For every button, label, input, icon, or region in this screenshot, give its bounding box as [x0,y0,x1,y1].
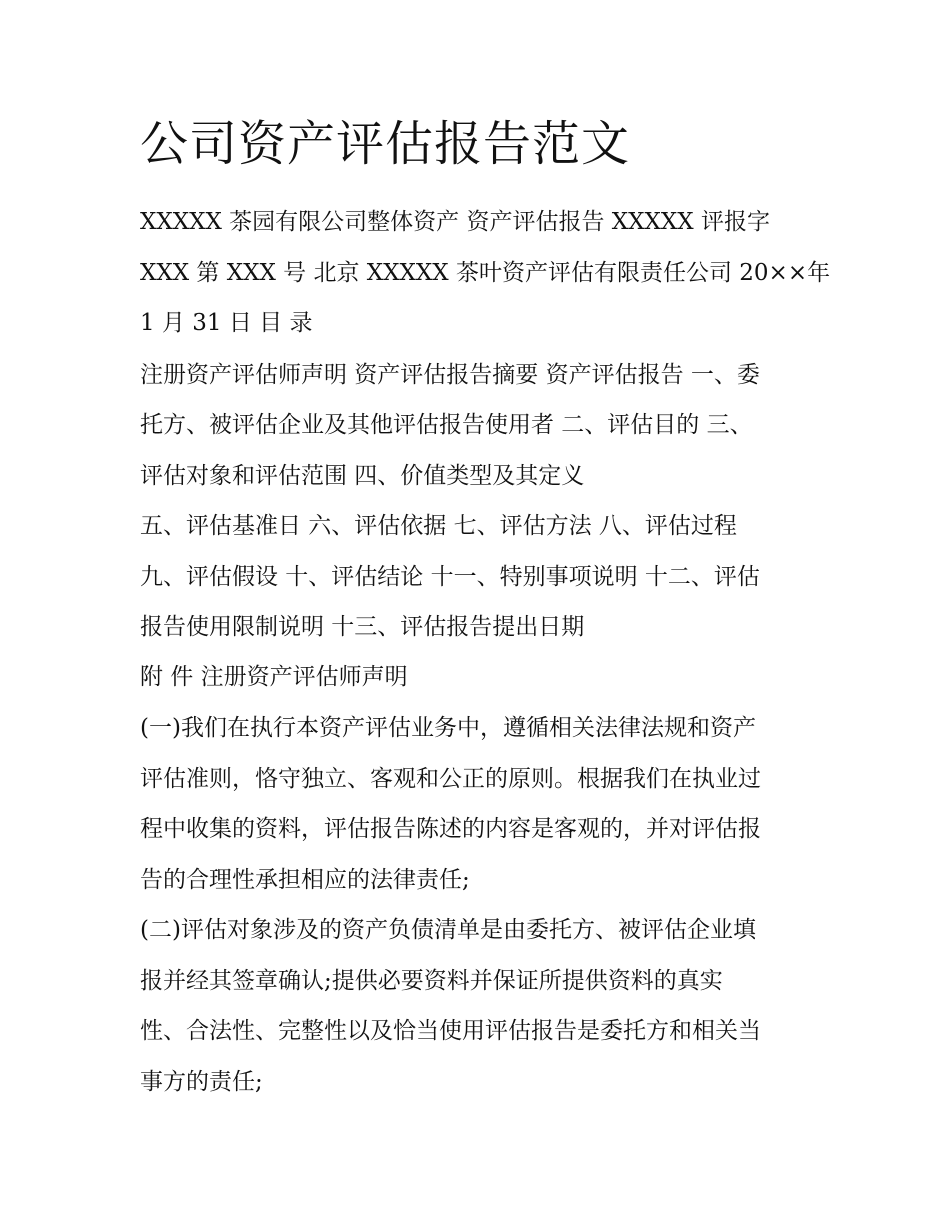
text-line: 性、合法性、完整性以及恰当使用评估报告是委托方和相关当 [140,1018,761,1044]
text-line: 报并经其签章确认;提供必要资料并保证所提供资料的真实 [140,968,723,994]
text-line: 程中收集的资料，评估报告陈述的内容是客观的，并对评估报 [140,816,761,842]
text-line: 评估准则，恪守独立、客观和公正的原则。根据我们在执业过 [140,766,761,792]
text-line: 告的合理性承担相应的法律责任; [140,867,470,893]
text-line: XXXXX 茶园有限公司整体资产 资产评估报告 XXXXX 评报字 [140,209,770,235]
text-line: 九、评估假设 十、评估结论 十一、特别事项说明 十二、评估 [140,564,760,590]
text-line: XXX 第 XXX 号 北京 XXXXX 茶叶资产评估有限责任公司 20××年 [140,260,831,286]
text-line: 五、评估基准日 六、评估依据 七、评估方法 八、评估过程 [140,513,737,539]
text-line: 附 件 注册资产评估师声明 [140,664,408,690]
text-line: 1 月 31 日 目 录 [140,310,313,336]
text-line: 事方的责任; [140,1069,263,1095]
text-line: 评估对象和评估范围 四、价值类型及其定义 [140,463,585,489]
text-line: (二)评估对象涉及的资产负债清单是由委托方、被评估企业填 [140,917,756,943]
document-title: 公司资产评估报告范文 [140,116,631,172]
text-line: 注册资产评估师声明 资产评估报告摘要 资产评估报告 一、委 [140,362,760,388]
text-line: 托方、被评估企业及其他评估报告使用者 二、评估目的 三、 [140,412,753,438]
text-line: (一)我们在执行本资产评估业务中，遵循相关法律法规和资产 [140,715,756,741]
text-line: 报告使用限制说明 十三、评估报告提出日期 [140,614,585,640]
